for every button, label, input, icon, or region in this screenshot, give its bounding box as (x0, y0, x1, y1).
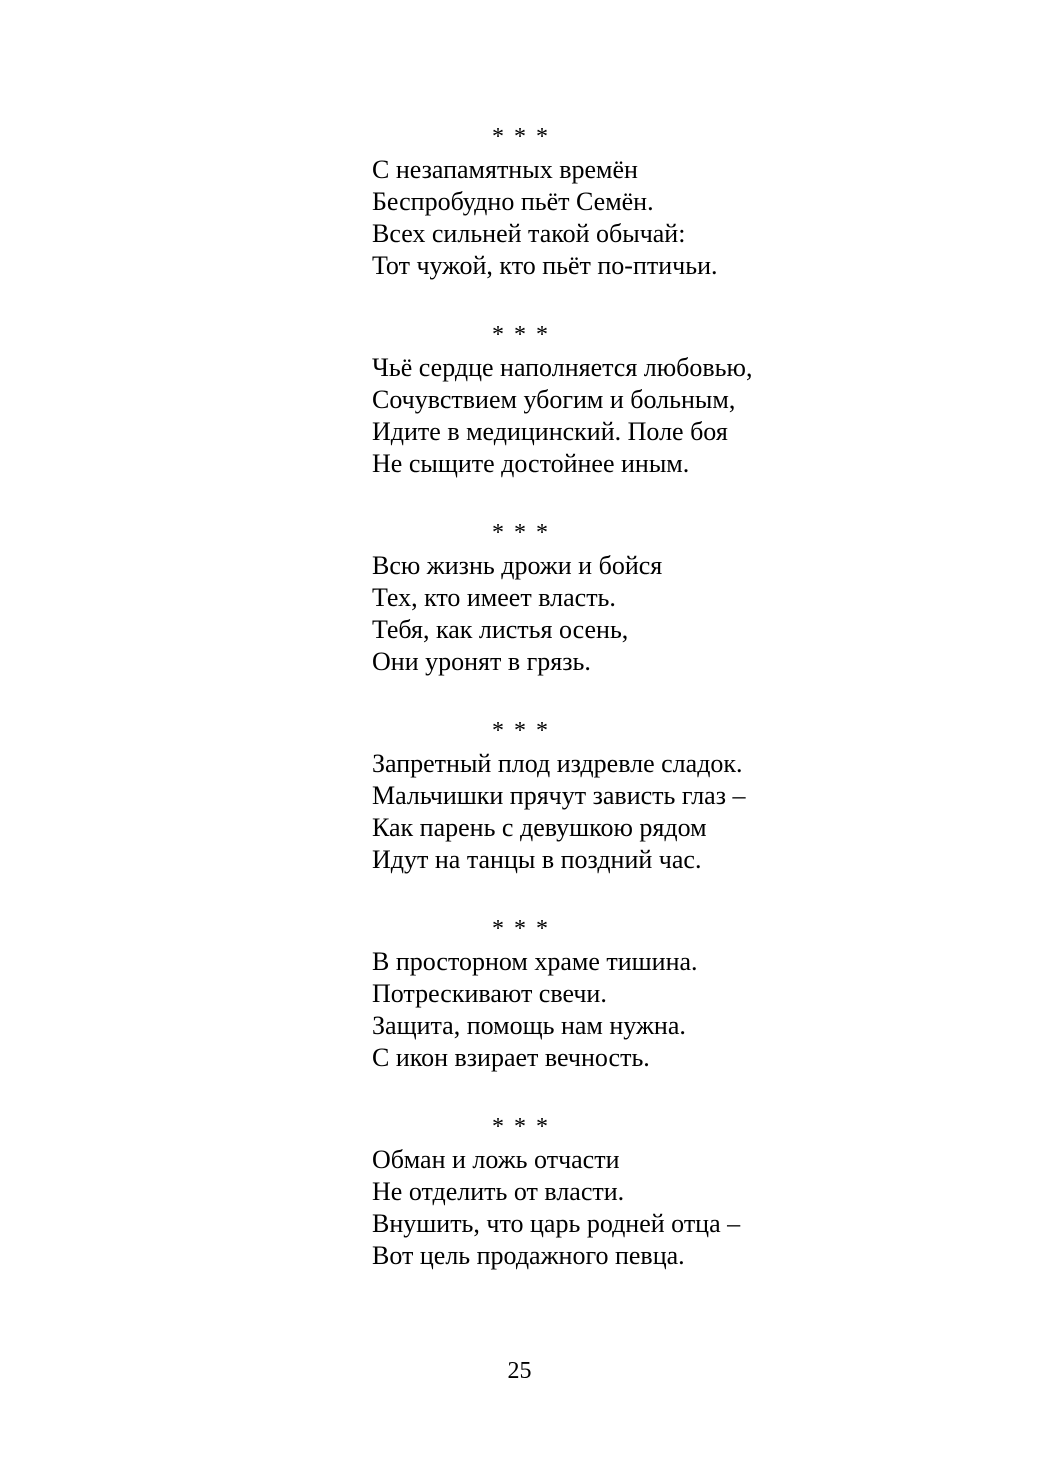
verse-line: Не сыщите достойнее иным. (372, 449, 690, 478)
stanza (372, 318, 892, 480)
verse-line: В просторном храме тишина. (372, 947, 698, 976)
verse-line: Потрескивают свечи. (372, 979, 607, 1008)
stanza-separator: * * * (492, 520, 550, 546)
verse-line: Тот чужой, кто пьёт по-птичьи. (372, 251, 718, 280)
verse-line: С икон взирает вечность. (372, 1043, 650, 1072)
stanza-separator: * * * (492, 1114, 550, 1140)
poem-collection (372, 120, 892, 1308)
verse-line: Всех сильней такой обычай: (372, 219, 686, 248)
verse-line: Они уронят в грязь. (372, 647, 591, 676)
verse-line: Защита, помощь нам нужна. (372, 1011, 686, 1040)
verse-line: Всю жизнь дрожи и бойся (372, 551, 663, 580)
verse-line: Тех, кто имеет власть. (372, 583, 616, 612)
stanza-separator: * * * (492, 124, 550, 150)
verse-line: Внушить, что царь родней отца – (372, 1209, 741, 1238)
verse-line: С незапамятных времён (372, 155, 638, 184)
stanza (372, 516, 892, 678)
stanza (372, 714, 892, 876)
verse-line: Тебя, как листья осень, (372, 615, 629, 644)
verse-line: Как парень с девушкою рядом (372, 813, 707, 842)
verse-line: Идут на танцы в поздний час. (372, 845, 702, 874)
verse-line: Чьё сердце наполняется любовью, (372, 353, 753, 382)
verse-line: Идите в медицинский. Поле боя (372, 417, 728, 446)
verse-line: Вот цель продажного певца. (372, 1241, 685, 1270)
stanza (372, 912, 892, 1074)
verse-line: Обман и ложь отчасти (372, 1145, 620, 1174)
page-number: 25 (507, 1358, 532, 1384)
stanza-separator: * * * (492, 718, 550, 744)
verse-line: Не отделить от власти. (372, 1177, 625, 1206)
verse-line: Мальчишки прячут зависть глаз – (372, 781, 746, 810)
verse-line: Запретный плод издревле сладок. (372, 749, 743, 778)
stanza (372, 1110, 892, 1272)
verse-line: Сочувствием убогим и больным, (372, 385, 736, 414)
stanza (372, 120, 892, 282)
verse-line: Беспробудно пьёт Семён. (372, 187, 654, 216)
stanza-separator: * * * (492, 916, 550, 942)
stanza-separator: * * * (492, 322, 550, 348)
